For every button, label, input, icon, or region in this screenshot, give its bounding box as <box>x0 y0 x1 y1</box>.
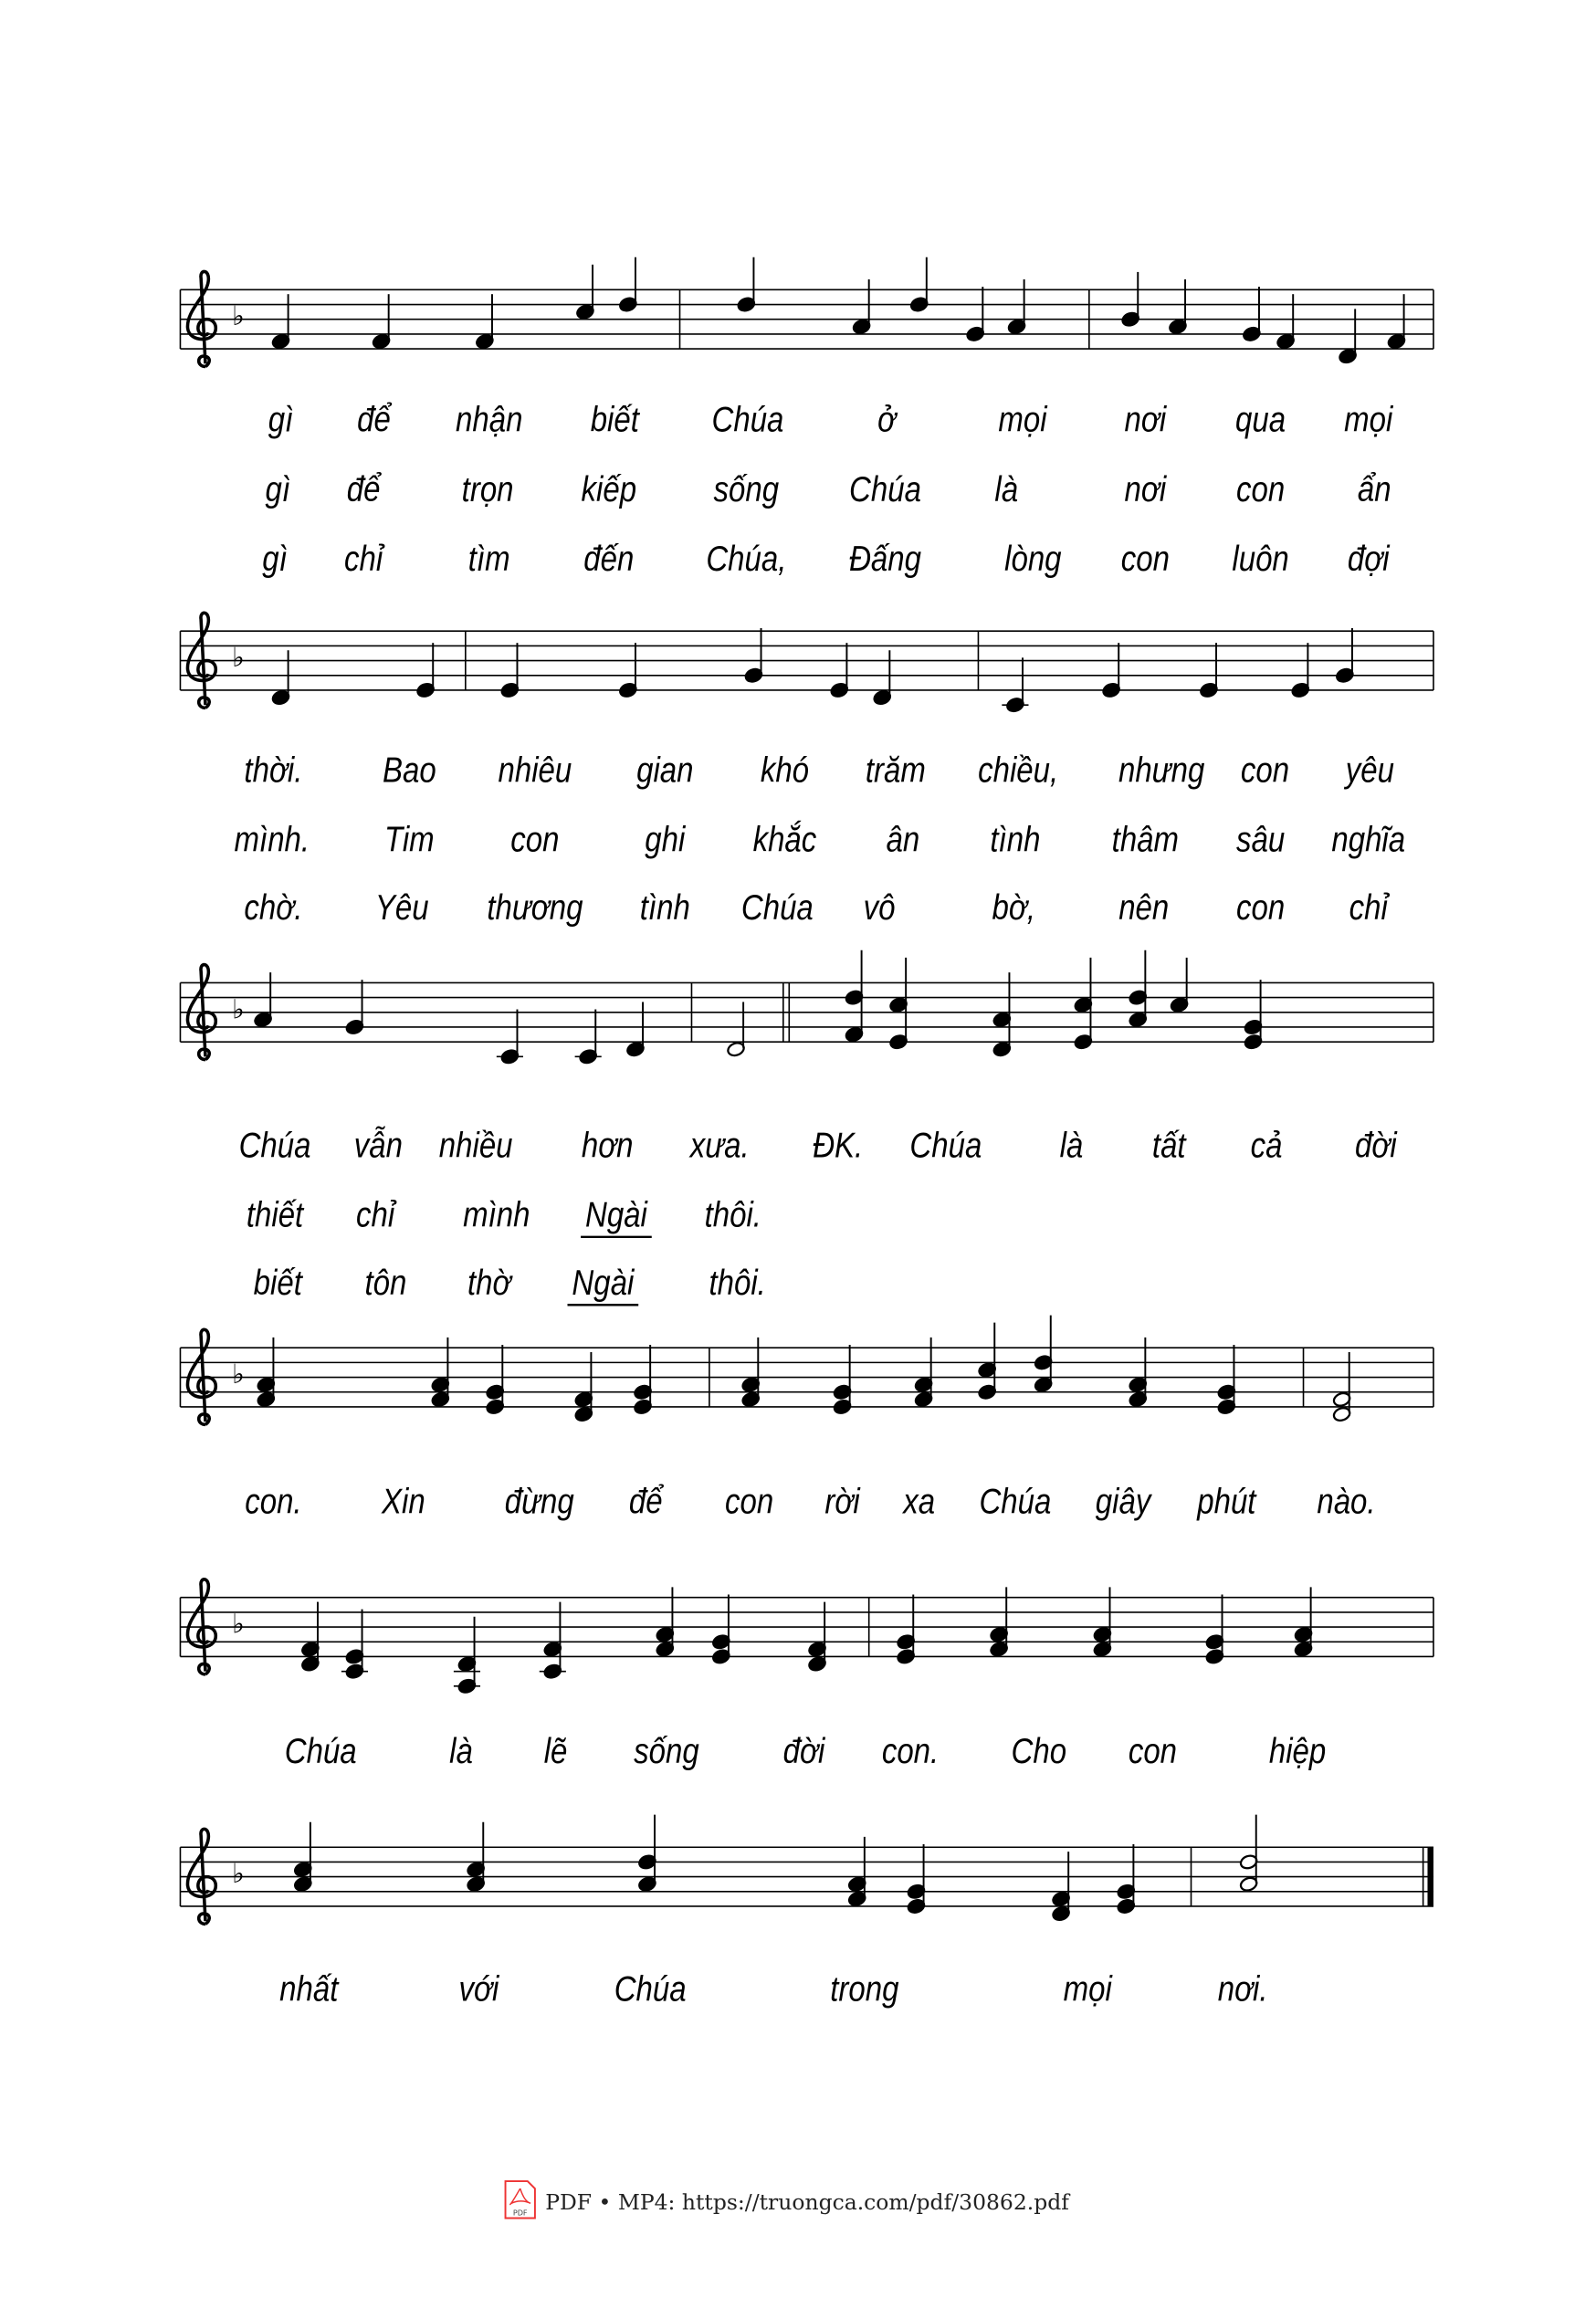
lyric-word: khắc <box>752 818 817 859</box>
lyric-word: mình <box>463 1193 530 1235</box>
lyric-word: nơi <box>1124 468 1167 509</box>
flat-key-signature-icon: ♭ <box>232 642 245 674</box>
lyric-word: Xin <box>382 1480 425 1522</box>
lyric-word: chiều, <box>978 749 1059 790</box>
lyric-word: nhiều <box>438 1124 513 1166</box>
lyric-word: nào. <box>1317 1480 1376 1522</box>
lyric-word: gì <box>265 468 291 509</box>
lyric-word: con <box>724 1480 774 1522</box>
lyric-word: nhất <box>279 1968 339 2009</box>
lyric-word: là <box>994 468 1019 509</box>
lyric-word: đừng <box>504 1480 574 1522</box>
lyric-word: để <box>628 1480 663 1522</box>
lyric-word: chỉ <box>344 538 383 579</box>
lyric-word: tình <box>990 818 1041 859</box>
lyric-word: rời <box>824 1480 860 1522</box>
lyric-word: tất <box>1151 1124 1186 1166</box>
lyric-word: với <box>458 1968 499 2009</box>
lyric-word: Chúa <box>979 1480 1052 1522</box>
lyric-word: lẽ <box>543 1730 568 1771</box>
lyric-word: phút <box>1197 1480 1256 1522</box>
lyric-word: trăm <box>865 749 926 790</box>
lyric-word: ĐK. <box>813 1124 864 1166</box>
lyric-word: thiết <box>246 1193 304 1235</box>
lyric-word: Cho <box>1011 1730 1067 1771</box>
lyric-word: con <box>1120 538 1170 579</box>
lyric-word: Chúa <box>614 1968 687 2009</box>
lyric-word: nên <box>1118 887 1170 928</box>
flat-key-signature-icon: ♭ <box>232 993 245 1025</box>
lyric-word: trọn <box>461 468 514 509</box>
lyric-word: nơi. <box>1217 1968 1268 2009</box>
lyric-word: con. <box>245 1480 302 1522</box>
lyric-word: tình <box>639 887 690 928</box>
lyric-word: giây <box>1095 1480 1151 1522</box>
final-barline <box>1427 1847 1433 1906</box>
lyric-word: Chúa <box>849 468 921 509</box>
lyric-word: mọi <box>998 399 1047 440</box>
lyric-word: chỉ <box>1349 887 1388 928</box>
lyric-word: ở <box>877 399 897 440</box>
footer-link[interactable]: PDF • MP4: https://truongca.com/pdf/30862.pdf <box>545 2188 1069 2215</box>
lyric-word: là <box>1059 1124 1084 1166</box>
lyric-word: qua <box>1235 399 1286 440</box>
lyric-word: để <box>346 468 381 509</box>
lyric-word: biết <box>590 399 639 440</box>
lyric-word: thôi. <box>709 1262 766 1303</box>
staff <box>180 257 1433 367</box>
lyric-word: hiệp <box>1268 1730 1327 1771</box>
lyric-word: gì <box>268 399 294 440</box>
lyric-word: thôi. <box>704 1193 761 1235</box>
lyric-word: vẫn <box>353 1124 403 1166</box>
lyric-word: sống <box>634 1730 699 1771</box>
lyric-word: chỉ <box>356 1193 395 1235</box>
lyric-word: nhưng <box>1118 749 1205 790</box>
lyric-word: mọi <box>1063 1968 1112 2009</box>
lyric-word: để <box>357 399 391 440</box>
lyric-word: nhiêu <box>498 749 572 790</box>
flat-key-signature-icon: ♭ <box>232 1359 245 1390</box>
lyric-word: hơn <box>581 1124 634 1166</box>
flat-key-signature-icon: ♭ <box>232 300 245 332</box>
lyric-word: thâm <box>1111 818 1180 859</box>
lyric-word: Chúa <box>238 1124 311 1166</box>
lyric-word: tìm <box>467 538 510 579</box>
flat-key-signature-icon: ♭ <box>232 1858 245 1890</box>
lyric-word: biết <box>253 1262 302 1303</box>
staff <box>180 1316 1433 1425</box>
lyric-word: ẩn <box>1357 468 1391 509</box>
staff <box>180 613 1433 713</box>
lyric-word: con <box>1240 749 1290 790</box>
lyric-word: ân <box>886 818 920 859</box>
lyric-word: sống <box>713 468 780 509</box>
lyric-word: xa <box>903 1480 936 1522</box>
lyric-word: Ngài <box>572 1262 635 1303</box>
lyric-word: Chúa <box>711 399 784 440</box>
lyric-word: thờ <box>467 1262 511 1303</box>
lyric-word: Ngài <box>584 1193 647 1235</box>
lyric-word: Tim <box>383 818 435 859</box>
lyric-word: vô <box>863 887 896 928</box>
lyric-word: nhận <box>456 399 523 440</box>
lyric-word: thương <box>487 887 583 928</box>
lyric-word: đời <box>1355 1124 1397 1166</box>
lyric-word: Chúa <box>909 1124 982 1166</box>
lyric-word: gian <box>636 749 694 790</box>
lyric-word: xưa. <box>689 1124 750 1166</box>
lyric-word: kiếp <box>581 468 637 509</box>
lyric-word: khó <box>760 749 810 790</box>
lyric-word: chờ. <box>244 887 303 928</box>
lyric-word: sâu <box>1235 818 1286 859</box>
lyric-word: gì <box>262 538 288 579</box>
lyric-word: mình. <box>234 818 310 859</box>
lyric-word: lòng <box>1004 538 1062 579</box>
lyric-word: mọi <box>1344 399 1393 440</box>
svg-text:PDF: PDF <box>512 2208 528 2218</box>
lyric-word: nghĩa <box>1331 818 1406 859</box>
lyric-word: Đấng <box>849 538 921 579</box>
lyric-word: con <box>510 818 560 859</box>
lyric-word: thời. <box>244 749 303 790</box>
lyric-word: con <box>1128 1730 1178 1771</box>
lyrics <box>235 399 1406 2009</box>
lyric-word: trong <box>830 1968 899 2009</box>
footer[interactable] <box>506 2181 1072 2218</box>
lyric-word: ghi <box>645 818 686 859</box>
lyric-word: yêu <box>1345 749 1394 790</box>
lyric-word: đời <box>782 1730 825 1771</box>
lyric-word: đến <box>583 538 635 579</box>
pdf-file-icon <box>506 2181 535 2218</box>
lyric-word: tôn <box>364 1262 407 1303</box>
flat-key-signature-icon: ♭ <box>232 1608 245 1640</box>
lyric-word: Chúa, <box>706 538 787 579</box>
lyric-word: nơi <box>1124 399 1167 440</box>
lyric-word: là <box>449 1730 473 1771</box>
lyric-word: Chúa <box>740 887 814 928</box>
staff <box>180 1579 1433 1695</box>
lyric-word: bờ, <box>992 887 1036 928</box>
lyric-word: con <box>1235 887 1286 928</box>
staff <box>180 1815 1433 1925</box>
lyric-word: con. <box>881 1730 940 1771</box>
lyric-word: Yêu <box>374 887 429 928</box>
lyric-word: luôn <box>1232 538 1289 579</box>
staff <box>180 950 1433 1065</box>
lyric-word: cả <box>1250 1124 1283 1166</box>
lyric-word: Bao <box>382 749 436 790</box>
lyric-word: con <box>1235 468 1286 509</box>
lyric-word: đợi <box>1347 538 1390 579</box>
lyric-word: Chúa <box>284 1730 357 1771</box>
